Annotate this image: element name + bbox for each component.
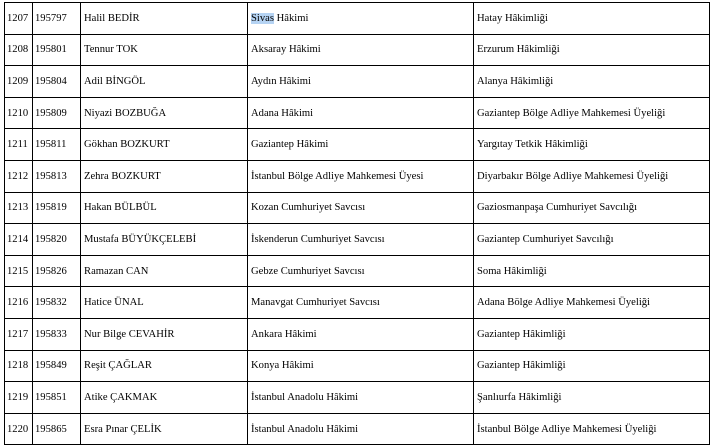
row-number-cell: 1219: [5, 382, 33, 414]
current-post-cell: [248, 255, 474, 287]
row-number-cell: 1210: [5, 97, 33, 129]
appointments-table: [4, 2, 710, 445]
registry-number-cell: 195851: [33, 382, 81, 414]
registry-number-cell: 195797: [33, 3, 81, 35]
current-post-cell: [248, 350, 474, 382]
current-post-cell: [248, 287, 474, 319]
new-post-cell: Yargıtay Tetkik Hâkimliği: [474, 129, 710, 161]
table-row: [5, 97, 710, 129]
table-row: [5, 318, 710, 350]
table-row: [5, 255, 710, 287]
name-cell: Esra Pınar ÇELİK: [81, 413, 248, 445]
table-row: [5, 287, 710, 319]
registry-number-cell: 195809: [33, 97, 81, 129]
current-post-cell: [248, 382, 474, 414]
new-post-cell: Gaziosmanpaşa Cumhuriyet Savcılığı: [474, 192, 710, 224]
current-post-cell: [248, 3, 474, 35]
registry-number-cell: 195819: [33, 192, 81, 224]
row-number-cell: 1217: [5, 318, 33, 350]
row-number-cell: 1214: [5, 224, 33, 256]
current-post-text-before: İstanbul Anadolu Hâkimi: [251, 391, 359, 403]
name-cell: Reşit ÇAĞLAR: [81, 350, 248, 382]
row-number-cell: 1220: [5, 413, 33, 445]
row-number-cell: 1218: [5, 350, 33, 382]
name-cell: Tennur TOK: [81, 34, 248, 66]
new-post-cell: Soma Hâkimliği: [474, 255, 710, 287]
current-post-cell: [248, 160, 474, 192]
current-post-text-before: Adana Hâkimi: [251, 107, 314, 119]
new-post-cell: Hatay Hâkimliği: [474, 3, 710, 35]
registry-number-cell: 195826: [33, 255, 81, 287]
registry-number-cell: 195813: [33, 160, 81, 192]
table-row: [5, 3, 710, 35]
current-post-cell: [248, 66, 474, 98]
row-number-cell: 1211: [5, 129, 33, 161]
new-post-cell: Adana Bölge Adliye Mahkemesi Üyeliği: [474, 287, 710, 319]
current-post-cell: [248, 224, 474, 256]
name-cell: Adil BİNGÖL: [81, 66, 248, 98]
name-cell: Hatice ÜNAL: [81, 287, 248, 319]
registry-number-cell: 195811: [33, 129, 81, 161]
current-post-cell: [248, 192, 474, 224]
name-cell: Halil BEDİR: [81, 3, 248, 35]
table-row: [5, 350, 710, 382]
row-number-cell: 1216: [5, 287, 33, 319]
registry-number-cell: 195801: [33, 34, 81, 66]
current-post-text-before: Konya Hâkimi: [251, 360, 314, 372]
current-post-cell: [248, 318, 474, 350]
name-cell: Gökhan BOZKURT: [81, 129, 248, 161]
table-row: [5, 413, 710, 445]
name-cell: Nur Bilge CEVAHİR: [81, 318, 248, 350]
selected-text-highlight[interactable]: Sivas: [251, 12, 274, 24]
table-row: [5, 66, 710, 98]
name-cell: Niyazi BOZBUĞA: [81, 97, 248, 129]
table-body: [5, 3, 710, 445]
new-post-cell: Diyarbakır Bölge Adliye Mahkemesi Üyeliği: [474, 160, 710, 192]
current-post-cell: [248, 97, 474, 129]
new-post-cell: Gaziantep Hâkimliği: [474, 318, 710, 350]
name-cell: Atike ÇAKMAK: [81, 382, 248, 414]
registry-number-cell: 195865: [33, 413, 81, 445]
current-post-cell: [248, 34, 474, 66]
table-row: [5, 192, 710, 224]
row-number-cell: 1215: [5, 255, 33, 287]
current-post-text-before: Ankara Hâkimi: [251, 328, 317, 340]
table-row: [5, 129, 710, 161]
name-cell: Mustafa BÜYÜKÇELEBİ: [81, 224, 248, 256]
current-post-cell: [248, 129, 474, 161]
registry-number-cell: 195849: [33, 350, 81, 382]
new-post-cell: Gaziantep Hâkimliği: [474, 350, 710, 382]
current-post-text-before: Aksaray Hâkimi: [251, 44, 321, 56]
new-post-cell: Alanya Hâkimliği: [474, 66, 710, 98]
current-post-text-after: Hâkimi: [273, 12, 309, 24]
current-post-text-before: Aydın Hâkimi: [251, 75, 311, 87]
current-post-text-before: İskenderun Cumhuriyet Savcısı: [251, 233, 385, 245]
registry-number-cell: 195820: [33, 224, 81, 256]
current-post-text-before: İstanbul Anadolu Hâkimi: [251, 423, 359, 435]
new-post-cell: Erzurum Hâkimliği: [474, 34, 710, 66]
current-post-text-before: Gaziantep Hâkimi: [251, 139, 329, 151]
current-post-cell: [248, 413, 474, 445]
new-post-cell: Şanlıurfa Hâkimliği: [474, 382, 710, 414]
row-number-cell: 1213: [5, 192, 33, 224]
table-row: [5, 224, 710, 256]
table-row: [5, 34, 710, 66]
row-number-cell: 1212: [5, 160, 33, 192]
name-cell: Hakan BÜLBÜL: [81, 192, 248, 224]
name-cell: Zehra BOZKURT: [81, 160, 248, 192]
current-post-text-before: Kozan Cumhuriyet Savcısı: [251, 202, 366, 214]
current-post-text-before: Gebze Cumhuriyet Savcısı: [251, 265, 365, 277]
row-number-cell: 1208: [5, 34, 33, 66]
row-number-cell: 1209: [5, 66, 33, 98]
table-row: [5, 382, 710, 414]
current-post-text-before: Manavgat Cumhuriyet Savcısı: [251, 297, 380, 309]
current-post-text-before: İstanbul Bölge Adliye Mahkemesi Üyesi: [251, 170, 424, 182]
registry-number-cell: 195804: [33, 66, 81, 98]
new-post-cell: İstanbul Bölge Adliye Mahkemesi Üyeliği: [474, 413, 710, 445]
registry-number-cell: 195833: [33, 318, 81, 350]
name-cell: Ramazan CAN: [81, 255, 248, 287]
registry-number-cell: 195832: [33, 287, 81, 319]
new-post-cell: Gaziantep Cumhuriyet Savcılığı: [474, 224, 710, 256]
row-number-cell: 1207: [5, 3, 33, 35]
table-row: [5, 160, 710, 192]
new-post-cell: Gaziantep Bölge Adliye Mahkemesi Üyeliği: [474, 97, 710, 129]
